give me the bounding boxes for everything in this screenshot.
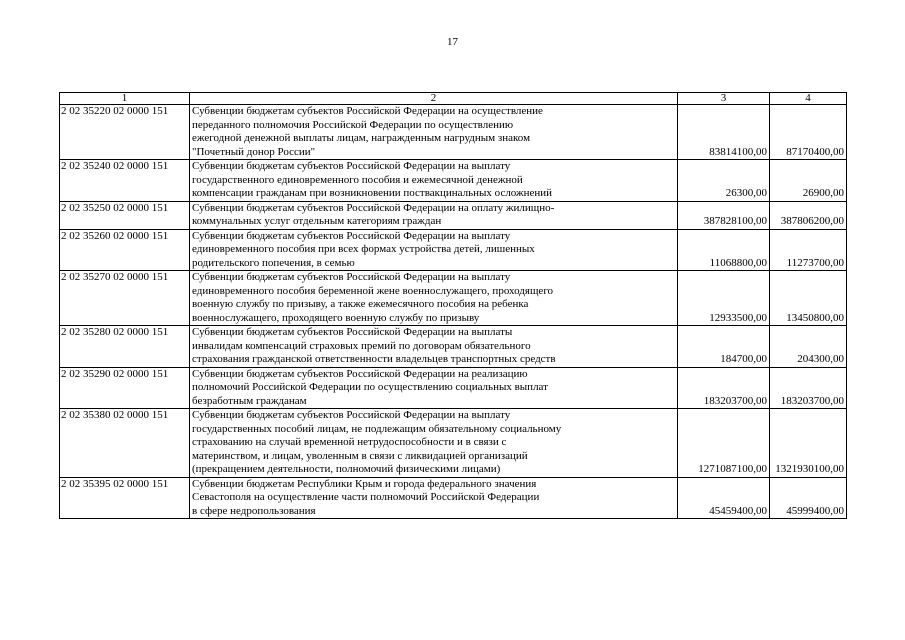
description-line: Субвенции бюджетам субъектов Российской Федерации на реализацию <box>192 367 528 380</box>
amount-col3-cell: 183203700,00 <box>678 367 770 409</box>
budget-code-cell: 2 02 35290 02 0000 151 <box>60 367 190 409</box>
column-header-3: 3 <box>678 93 770 105</box>
column-header-4: 4 <box>770 93 847 105</box>
description-cell <box>190 271 678 326</box>
amount-col3-cell: 12933500,00 <box>678 271 770 326</box>
description-line: переданного полномочия Российской Федерации по осуществлению <box>192 118 514 131</box>
description-line: безработным гражданам <box>192 394 307 407</box>
description-line: государственного единовременного пособия и ежемесячной денежной <box>192 173 523 186</box>
description-line: военнослужащего, проходящего военную службу по призыву <box>192 311 480 324</box>
description-line: полномочий Российской Федерации по осуществлению социальных выплат <box>192 381 548 393</box>
description-line: единовременного пособия при всех формах устройства детей, лишенных <box>192 243 535 255</box>
amount-col4-cell: 1321930100,00 <box>770 409 847 478</box>
amount-col3-cell: 387828100,00 <box>678 201 770 229</box>
budget-code-cell: 2 02 35260 02 0000 151 <box>60 229 190 271</box>
budget-code-cell: 2 02 35220 02 0000 151 <box>60 105 190 160</box>
amount-col4-cell: 26900,00 <box>770 160 847 202</box>
description-line: родительского попечения, в семью <box>192 256 355 269</box>
description-line: страхования гражданской ответственности владельцев транспортных средств <box>192 353 556 365</box>
table-row <box>60 367 847 409</box>
description-cell <box>190 477 678 519</box>
description-cell <box>190 367 678 409</box>
description-line: в сфере недропользования <box>192 504 316 517</box>
description-line: Субвенции бюджетам субъектов Российской Федерации на выплаты <box>192 326 513 338</box>
description-cell <box>190 160 678 202</box>
description-line: (прекращением деятельности, полномочий физическими лицами) <box>192 463 501 475</box>
amount-col4-cell: 45999400,00 <box>770 477 847 519</box>
amount-col4-cell: 13450800,00 <box>770 271 847 326</box>
description-line: инвалидам компенсаций страховых премий по договорам обязательного <box>192 339 531 352</box>
header-row <box>60 93 847 105</box>
budget-code-cell: 2 02 35240 02 0000 151 <box>60 160 190 202</box>
description-line: единовременного пособия беременной жене военнослужащего, проходящего <box>192 284 554 297</box>
amount-col3-cell: 11068800,00 <box>678 229 770 271</box>
column-header-2: 2 <box>190 93 678 105</box>
description-line: Субвенции бюджетам субъектов Российской Федерации на выплату <box>192 160 511 172</box>
amount-col3-cell: 45459400,00 <box>678 477 770 519</box>
amount-col4-cell: 204300,00 <box>770 326 847 368</box>
budget-table <box>59 92 847 519</box>
budget-code-cell: 2 02 35280 02 0000 151 <box>60 326 190 368</box>
amount-col4-cell: 87170400,00 <box>770 105 847 160</box>
budget-code-cell: 2 02 35250 02 0000 151 <box>60 201 190 229</box>
description-line: Субвенции бюджетам Республики Крым и города федерального значения <box>192 477 537 490</box>
description-line: материнством, и лицам, уволенным в связи с ликвидацией организаций <box>192 449 528 462</box>
description-line: Субвенции бюджетам субъектов Российской Федерации на осуществление <box>192 105 543 117</box>
column-header-1: 1 <box>60 93 190 105</box>
amount-col3-cell: 1271087100,00 <box>678 409 770 478</box>
page-number: 17 <box>447 36 458 48</box>
amount-col3-cell: 26300,00 <box>678 160 770 202</box>
table-row <box>60 271 847 326</box>
description-cell <box>190 105 678 160</box>
description-line: военную службу по призыву, а также ежемесячного пособия на ребенка <box>192 298 529 310</box>
description-line: страхованию на случай временной нетрудоспособности и в связи с <box>192 436 507 448</box>
amount-col3-cell: 184700,00 <box>678 326 770 368</box>
budget-code-cell: 2 02 35270 02 0000 151 <box>60 271 190 326</box>
description-cell <box>190 201 678 229</box>
description-line: компенсации гражданам при возникновении поствакцинальных осложнений <box>192 187 553 199</box>
description-line: Субвенции бюджетам субъектов Российской Федерации на выплату <box>192 271 511 283</box>
description-line: государственных пособий лицам, не подлежащим обязательному социальному <box>192 422 562 435</box>
table-row <box>60 160 847 202</box>
table-row <box>60 229 847 271</box>
description-line: Субвенции бюджетам субъектов Российской Федерации на выплату <box>192 409 511 421</box>
description-line: Севастополя на осуществление части полномочий Российской Федерации <box>192 491 540 503</box>
table-body <box>60 105 847 519</box>
table-row <box>60 105 847 160</box>
table-row <box>60 326 847 368</box>
budget-code-cell: 2 02 35395 02 0000 151 <box>60 477 190 519</box>
description-cell <box>190 229 678 271</box>
table-row <box>60 201 847 229</box>
table-row <box>60 477 847 519</box>
amount-col4-cell: 183203700,00 <box>770 367 847 409</box>
description-line: Субвенции бюджетам субъектов Российской Федерации на выплату <box>192 229 511 242</box>
description-line: ежегодной денежной выплаты лицам, награжденным нагрудным знаком <box>192 132 531 144</box>
description-cell <box>190 326 678 368</box>
amount-col4-cell: 387806200,00 <box>770 201 847 229</box>
amount-col3-cell: 83814100,00 <box>678 105 770 160</box>
description-line: Субвенции бюджетам субъектов Российской Федерации на оплату жилищно- <box>192 201 555 214</box>
budget-code-cell: 2 02 35380 02 0000 151 <box>60 409 190 478</box>
amount-col4-cell: 11273700,00 <box>770 229 847 271</box>
description-line: "Почетный донор России" <box>192 145 316 158</box>
table-row <box>60 409 847 478</box>
description-cell <box>190 409 678 478</box>
description-line: коммунальных услуг отдельным категориям граждан <box>192 215 442 227</box>
